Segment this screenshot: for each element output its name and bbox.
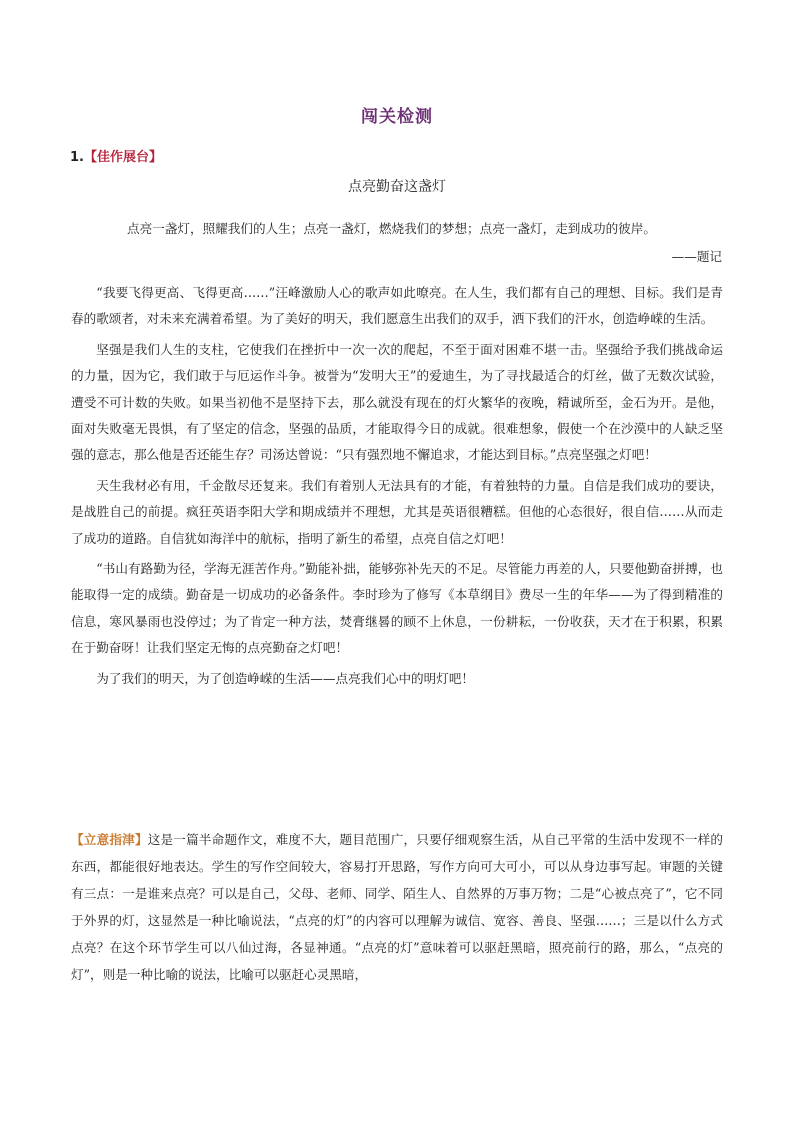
essay-paragraph: “我要飞得更高、飞得更高……”汪峰激励人心的歌声如此嘹亮。在人生，我们都有自己的理想、目标。我们是青春的歌颂者，对未来充满着希望。为了美好的明天，我们愿意生出我们的双手，洒下我们的汗水，创造峥嵘的生活。 [71,285,723,327]
writing-guide [71,826,723,988]
guide-text: 这是一篇半命题作文，难度不大，题目范围广，只要仔细观察生活，从自己平常的生活中发现不一样的东西，都能很好地表达。学生的写作空间较大，容易打开思路，写作方向可大可小，可以从身边事写起。审题的关键有三点：一是谁来点亮？可以是自己，父母、老师、同学、陌生人、自然界的万事万物；二是“心被点亮了”，它不同于外界的灯，这显然是一种比喻说法，“点亮的灯”的内容可以理解为诚信、宽容、善良、坚强……；三是以什么方式点亮？在这个环节学生可以八仙过海，各显神通。“点亮的灯”意味着可以驱赶黑暗，照亮前行的路，那么，“点亮的灯”，则是一种比喻的说法，比喻可以驱赶心灵黑暗， [71,832,724,982]
essay-paragraph: “书山有路勤为径，学海无涯苦作舟。”勤能补拙，能够弥补先天的不足。尽管能力再差的人，只要他勤奋拼搏，也能取得一定的成绩。勤奋是一切成功的必备条件。李时珍为了修写《本草纲目》费尽一生的年华——为了得到精准的信息，寒风暴雨也没停过；为了肯定一种方法，焚膏继晷的顾不上休息，一份耕耘，一份收获，天才在于积累，积累在于勤奋呀！让我们坚定无悔的点亮勤奋之灯吧！ [71,561,723,656]
essay-body [71,280,723,696]
essay-epigraph: 点亮一盏灯，照耀我们的人生；点亮一盏灯，燃烧我们的梦想；点亮一盏灯，走到成功的彼岸。 [127,221,656,236]
question-label [70,146,162,165]
essay-paragraph: 坚强是我们人生的支柱，它使我们在挫折中一次一次的爬起，不至于面对困难不堪一击。坚强给予我们挑战命运的力量，因为它，我们敢于与厄运作斗争。被誉为“发明大王”的爱迪生，为了寻找最适合的灯丝，做了无数次试验，遭受不可计数的失败。如果当初他不是坚持下去，那么就没有现在的灯火繁华的夜晚，精诚所至，金石为开。是他，面对失败毫无畏惧，有了坚定的信念，坚强的品质，才能取得今日的成就。很难想象，假使一个在沙漠中的人缺乏坚强的意志，那么他是否还能生存？司汤达曾说：“只有强烈地不懈追求，才能达到目标。”点亮坚强之灯吧！ [71,341,723,463]
page-title: 闯关检测 [361,107,433,127]
essay-paragraph: 为了我们的明天，为了创造峥嵘的生活——点亮我们心中的明灯吧！ [96,670,474,686]
question-number: 1. [70,150,84,165]
essay-paragraph: 天生我材必有用，千金散尽还复来。我们有着别人无法具有的才能，有着独特的力量。自信是我们成功的要诀，是战胜自己的前提。疯狂英语李阳大学和期成绩并不理想，尤其是英语很糟糕。但他的心态很好，很自信……从而走了成功的道路。自信犹如海洋中的航标，指明了新生的希望，点亮自信之灯吧！ [71,477,723,546]
epigraph-signature: ——题记 [671,249,722,264]
essay-title: 点亮勤奋这盏灯 [348,179,446,195]
guide-tag: 【立意指津】 [71,832,148,847]
question-tag: 【佳作展台】 [83,150,162,165]
